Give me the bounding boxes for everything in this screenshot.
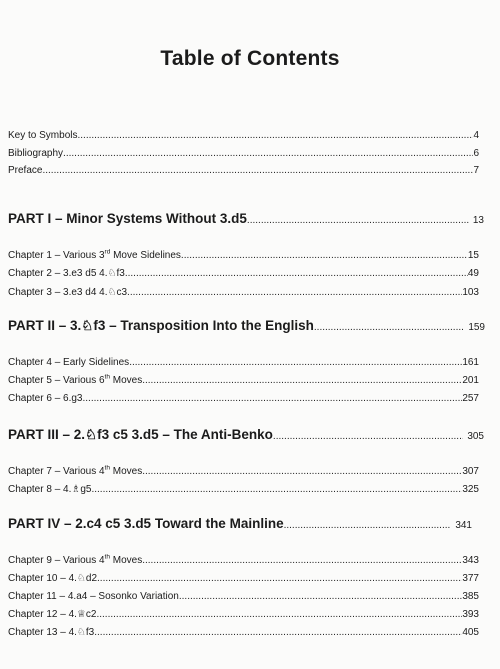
toc-chapter-9[interactable] [8, 555, 479, 566]
part-page: 341 [455, 520, 472, 531]
chapter-page: 15 [467, 250, 479, 261]
toc-chapter-4[interactable] [8, 357, 479, 368]
chapter-label: Chapter 1 – Various 3rd Move Sidelines [8, 248, 181, 261]
chapter-page: 405 [462, 627, 479, 638]
leader-dots [125, 268, 468, 279]
chapter-page: 307 [462, 466, 479, 477]
chapter-label: Chapter 12 – 4.♕c2 [8, 609, 97, 620]
chapter-label: Chapter 9 – Various 4th Moves [8, 553, 143, 566]
toc-chapter-13[interactable] [8, 627, 479, 638]
part-title: PART II – 3.♘f3 – Transposition Into the English [8, 318, 314, 333]
chapter-page: 49 [467, 268, 479, 279]
leader-dots [42, 165, 473, 176]
toc-entry-page: 6 [473, 148, 479, 159]
chapter-page: 325 [462, 484, 479, 495]
chapter-page: 103 [462, 287, 479, 298]
toc-chapter-12[interactable] [8, 609, 479, 620]
leader-dots [179, 591, 462, 602]
leader-dots [94, 627, 462, 638]
leader-dots [129, 357, 462, 368]
leader-dots [77, 130, 473, 141]
leader-dots [142, 555, 462, 566]
chapter-page: 161 [462, 357, 479, 368]
chapter-label: Chapter 10 – 4.♘d2 [8, 573, 98, 584]
leader-dots [96, 609, 462, 620]
leader-dots [314, 322, 464, 333]
chapter-page: 393 [462, 609, 479, 620]
toc-chapter-10[interactable] [8, 573, 479, 584]
leader-dots [142, 375, 462, 386]
toc-chapter-3[interactable] [8, 287, 479, 298]
chapter-label: Chapter 4 – Early Sidelines [8, 357, 130, 368]
chapter-page: 343 [462, 555, 479, 566]
toc-entry-label: Key to Symbols [8, 130, 78, 141]
part-title: PART IV – 2.c4 c5 3.d5 Toward the Mainline [8, 516, 284, 531]
toc-entry-label: Bibliography [8, 148, 64, 159]
leader-dots [91, 484, 462, 495]
leader-dots [247, 215, 469, 226]
leader-dots [97, 573, 462, 584]
leader-dots [181, 250, 468, 261]
leader-dots [284, 520, 452, 531]
toc-entry-page: 7 [473, 165, 479, 176]
toc-entry-page: 4 [473, 130, 479, 141]
leader-dots [83, 393, 463, 404]
toc-entry-preface[interactable] [8, 165, 479, 176]
chapter-page: 377 [462, 573, 479, 584]
leader-dots [142, 466, 462, 477]
chapter-page: 385 [462, 591, 479, 602]
chapter-page: 257 [462, 393, 479, 404]
toc-chapter-5[interactable] [8, 375, 479, 386]
chapter-label: Chapter 6 – 6.g3 [8, 393, 83, 404]
chapter-label: Chapter 8 – 4.♗g5 [8, 484, 92, 495]
chapter-label: Chapter 11 – 4.a4 – Sosonko Variation [8, 591, 179, 602]
toc-entry-label: Preface [8, 165, 43, 176]
leader-dots [273, 431, 463, 442]
toc-chapter-8[interactable] [8, 484, 479, 495]
part-heading-3[interactable] [8, 427, 484, 443]
chapter-label: Chapter 7 – Various 4th Moves [8, 464, 143, 477]
chapter-label: Chapter 2 – 3.e3 d5 4.♘f3 [8, 268, 125, 279]
chapter-page: 201 [462, 375, 479, 386]
chapter-label: Chapter 5 – Various 6th Moves [8, 373, 143, 386]
toc-chapter-11[interactable] [8, 591, 479, 602]
page-title: Table of Contents [160, 47, 340, 70]
part-page: 13 [472, 215, 484, 226]
toc-chapter-7[interactable] [8, 466, 479, 477]
toc-chapter-1[interactable] [8, 250, 479, 261]
leader-dots [63, 148, 473, 159]
part-heading-4[interactable] [8, 516, 472, 531]
chapter-label: Chapter 13 – 4.♘f3 [8, 627, 95, 638]
part-title: PART I – Minor Systems Without 3.d5 [8, 211, 247, 226]
part-page: 305 [467, 431, 484, 442]
part-title: PART III – 2.♘f3 c5 3.d5 – The Anti-Benko [8, 427, 273, 442]
toc-entry-key-to-symbols[interactable] [8, 130, 479, 141]
toc-chapter-2[interactable] [8, 268, 479, 279]
part-page: 159 [468, 322, 485, 333]
chapter-label: Chapter 3 – 3.e3 d4 4.♘c3 [8, 287, 128, 298]
toc-chapter-6[interactable] [8, 393, 479, 404]
toc-entry-bibliography[interactable] [8, 148, 479, 159]
part-heading-1[interactable] [8, 211, 484, 226]
leader-dots [127, 287, 462, 298]
part-heading-2[interactable] [8, 318, 485, 334]
